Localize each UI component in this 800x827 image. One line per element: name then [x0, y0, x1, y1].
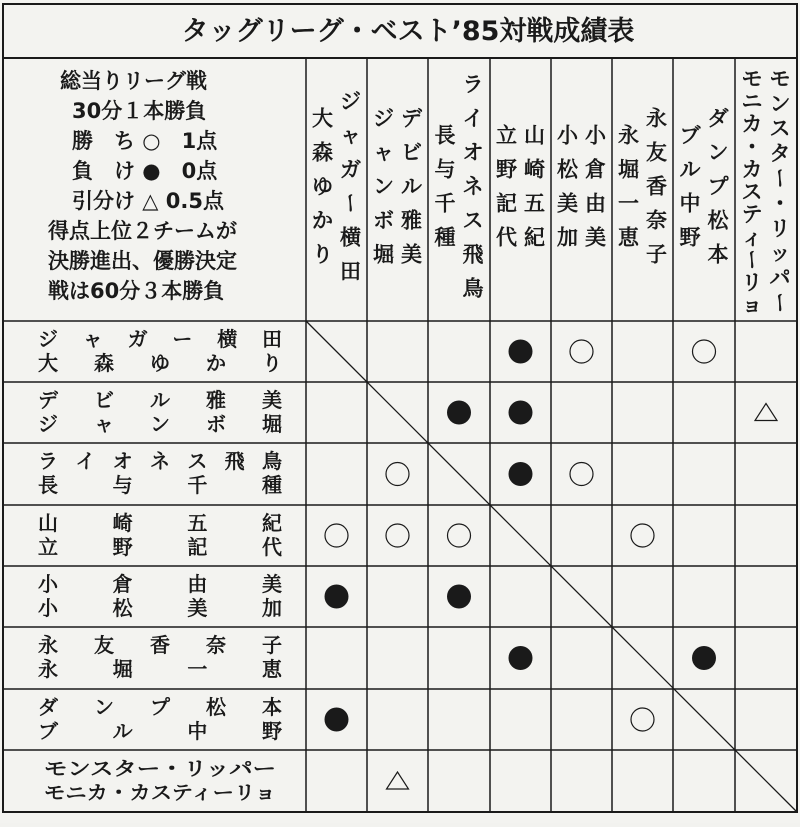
- row-team-member-char: 飛: [224, 449, 245, 473]
- column-team-member-char: ラ: [462, 72, 484, 97]
- row-team-member-char: 長: [38, 473, 58, 497]
- column-team-member-char: 恵: [618, 225, 639, 250]
- column-team-member-char: ゆ: [312, 174, 333, 199]
- row-team-member-char: 千: [187, 473, 208, 497]
- row-team-member-char: か: [206, 351, 226, 375]
- loss-filled-circle-icon: [509, 462, 533, 486]
- row-team-member-char: 野: [112, 535, 133, 559]
- rule-line: 決勝進出、優勝決定: [48, 249, 237, 273]
- page-title: タッグリーグ・ベスト’85対戦成績表: [181, 16, 635, 47]
- column-team-member-char: ー: [767, 292, 792, 314]
- row-team-member-char: 倉: [112, 572, 133, 596]
- column-team-member-char: ・: [741, 134, 763, 159]
- row-team-member-char: 恵: [262, 657, 282, 681]
- column-team-member-char: 五: [524, 191, 545, 216]
- column-team-member-char: デ: [401, 106, 422, 131]
- row-team-member-char: 一: [187, 657, 208, 681]
- row-team-member-char: ネ: [150, 449, 170, 473]
- row-team-member: モンスター・リッパー: [44, 758, 276, 780]
- row-team-member-char: ル: [150, 388, 170, 412]
- row-team-member-char: り: [262, 351, 282, 375]
- column-team-member-char: 雅: [401, 208, 422, 233]
- row-team-member-char: 美: [187, 596, 208, 620]
- column-team-member-char: カ: [741, 157, 763, 182]
- row-team-member-char: ャ: [82, 327, 103, 351]
- column-team-member-char: リ: [769, 216, 791, 241]
- column-team-member-char: 鳥: [462, 276, 484, 301]
- loss-filled-circle-icon: [509, 340, 533, 364]
- rule-line: 戦は60分３本勝負: [48, 279, 225, 303]
- column-team-member-char: 種: [434, 225, 456, 250]
- column-team-member-char: 崎: [524, 157, 545, 182]
- column-team-member-char: 立: [496, 123, 517, 148]
- win-open-circle-icon: [386, 524, 409, 547]
- column-team-member-char: 美: [557, 191, 578, 216]
- column-headers: [312, 67, 792, 317]
- column-team-member-char: ン: [707, 140, 729, 165]
- column-team-member-char: プ: [707, 174, 729, 199]
- row-team-member-char: 与: [112, 473, 133, 497]
- column-team-member-char: ダ: [707, 106, 729, 131]
- row-team-member-char: 雅: [206, 388, 226, 412]
- row-team-member-char: 代: [262, 535, 282, 559]
- column-team-member-char: ネ: [462, 174, 484, 199]
- column-team-member-char: か: [312, 208, 333, 233]
- column-team-member-char: ル: [679, 157, 701, 182]
- row-team-member-char: 本: [262, 695, 282, 719]
- row-team-member-char: ン: [150, 412, 170, 436]
- column-team-member-char: ー: [338, 192, 363, 214]
- column-team-member-char: オ: [462, 140, 484, 165]
- column-team-member-char: ン: [373, 174, 394, 199]
- row-team-member-char: 田: [262, 327, 282, 351]
- loss-filled-circle-icon: [692, 646, 716, 670]
- row-team-member-char: ブ: [38, 719, 58, 743]
- column-team-member-char: リ: [741, 270, 763, 295]
- row-team-member-char: 友: [94, 633, 114, 657]
- column-team-member-char: パ: [769, 266, 791, 291]
- rule-line: 得点上位２チームが: [48, 219, 237, 243]
- row-team-member-char: 山: [38, 511, 58, 535]
- rule-line: 30分１本勝負: [72, 99, 207, 123]
- row-team-member-char: ビ: [94, 388, 114, 412]
- win-open-circle-icon: [570, 340, 593, 363]
- row-team-member-char: 紀: [262, 511, 282, 535]
- win-open-circle-icon: [693, 340, 716, 363]
- column-team-member-char: ス: [741, 180, 763, 205]
- column-team-member-char: 友: [646, 140, 667, 165]
- loss-filled-circle-icon: [325, 708, 349, 732]
- row-team-member-char: 松: [206, 695, 226, 719]
- row-team-member-char: ゆ: [150, 351, 170, 375]
- column-team-member-char: ス: [769, 116, 791, 141]
- row-team-member-char: ス: [187, 449, 208, 473]
- row-team-member-char: ジ: [38, 412, 58, 436]
- row-team-member-char: 立: [38, 535, 58, 559]
- row-team-member-char: ル: [112, 719, 133, 743]
- column-team-member-char: ッ: [769, 241, 791, 266]
- column-team-member-char: 奈: [646, 208, 667, 233]
- win-open-circle-icon: [386, 463, 409, 486]
- loss-filled-circle-icon: [447, 401, 471, 425]
- row-team-member-char: ー: [172, 327, 193, 351]
- row-team-member-char: 五: [187, 511, 208, 535]
- row-team-member-char: ボ: [206, 412, 226, 436]
- loss-filled-circle-icon: [509, 646, 533, 670]
- column-team-member-char: 美: [401, 242, 422, 267]
- column-team-member-char: 代: [496, 225, 517, 250]
- column-team-member-char: ブ: [679, 123, 701, 148]
- row-team-member-char: ラ: [38, 449, 58, 473]
- column-team-member-char: ョ: [741, 293, 763, 318]
- rule-line: 勝 ち ○ 1点: [72, 129, 218, 153]
- row-team-member-char: 香: [150, 633, 170, 657]
- column-team-member-char: 小: [557, 123, 578, 148]
- row-team-member-char: 奈: [206, 633, 226, 657]
- column-team-member-char: 野: [679, 225, 701, 250]
- row-team-member-char: 野: [262, 719, 282, 743]
- column-team-member-char: ャ: [340, 123, 361, 148]
- column-team-member-char: イ: [462, 106, 484, 131]
- column-team-member-char: 加: [557, 225, 578, 250]
- column-team-member-char: ニ: [741, 89, 763, 114]
- row-team-member-char: 美: [262, 572, 282, 596]
- column-team-member-char: 森: [312, 140, 333, 165]
- column-team-member-char: 香: [646, 174, 667, 199]
- column-team-member-char: 一: [618, 191, 639, 216]
- win-open-circle-icon: [570, 463, 593, 486]
- row-team-member-char: 中: [187, 719, 208, 743]
- column-team-member-char: タ: [769, 141, 791, 166]
- column-team-member-char: モ: [769, 66, 791, 91]
- column-team-member-char: 長: [434, 123, 456, 148]
- win-open-circle-icon: [631, 524, 654, 547]
- win-open-circle-icon: [325, 524, 348, 547]
- rule-line: 負 け ● 0点: [72, 159, 218, 183]
- column-team-member-char: 記: [496, 191, 517, 216]
- row-team-member-char: 堀: [262, 412, 282, 436]
- win-open-circle-icon: [448, 524, 471, 547]
- column-team-member-char: モ: [741, 66, 763, 91]
- column-team-member-char: 横: [340, 225, 361, 250]
- row-team-member-char: 種: [262, 473, 282, 497]
- column-team-member-char: 小: [585, 123, 606, 148]
- column-team-member-char: ビ: [401, 140, 422, 165]
- row-team-member-char: 横: [217, 327, 238, 351]
- row-team-member-char: オ: [112, 449, 133, 473]
- row-team-member-char: ン: [94, 695, 114, 719]
- loss-filled-circle-icon: [447, 585, 471, 609]
- column-team-member-char: 松: [707, 208, 729, 233]
- outer-border: [3, 4, 797, 812]
- column-team-member-char: カ: [741, 112, 763, 137]
- win-open-circle-icon: [631, 708, 654, 731]
- column-team-member-char: 永: [618, 123, 639, 148]
- row-team-member-char: プ: [150, 695, 170, 719]
- row-team-member-char: 子: [262, 633, 282, 657]
- column-team-member-char: り: [312, 242, 333, 267]
- loss-filled-circle-icon: [325, 585, 349, 609]
- row-team-member: モニカ・カスティーリョ: [44, 782, 276, 804]
- column-team-member-char: 堀: [618, 157, 639, 182]
- column-team-member-char: ボ: [373, 208, 394, 233]
- row-team-member-char: ジ: [38, 327, 58, 351]
- row-team-member-char: 堀: [112, 657, 133, 681]
- row-team-member-char: ガ: [127, 327, 148, 351]
- row-team-member-char: 松: [112, 596, 133, 620]
- column-team-member-char: ン: [769, 91, 791, 116]
- column-team-member-char: 本: [707, 242, 729, 267]
- rule-line: 引分け △ 0.5点: [72, 189, 224, 213]
- row-team-member-char: 永: [38, 633, 58, 657]
- row-team-member-char: 小: [38, 596, 58, 620]
- column-team-member-char: ル: [401, 174, 422, 199]
- rule-line: 総当りリーグ戦: [60, 69, 207, 93]
- column-team-member-char: 松: [557, 157, 578, 182]
- column-team-member-char: ス: [462, 208, 484, 233]
- column-team-member-char: 紀: [524, 225, 545, 250]
- column-team-member-char: 山: [524, 123, 545, 148]
- draw-triangle-icon: [387, 772, 409, 789]
- column-team-member-char: 大: [312, 106, 333, 131]
- column-team-member-char: ー: [767, 167, 792, 189]
- column-team-member-char: 野: [496, 157, 517, 182]
- row-team-member-char: 美: [262, 388, 282, 412]
- loss-filled-circle-icon: [509, 401, 533, 425]
- column-team-member-char: ガ: [340, 157, 361, 182]
- column-team-member-char: ィ: [741, 225, 763, 250]
- row-team-member-char: 永: [38, 657, 58, 681]
- column-team-member-char: 中: [679, 191, 701, 216]
- row-team-member-char: 森: [94, 351, 114, 375]
- column-team-member-char: 美: [585, 225, 606, 250]
- column-team-member-char: ジ: [373, 106, 394, 131]
- column-team-member-char: 飛: [462, 242, 484, 267]
- column-team-member-char: ー: [739, 249, 764, 271]
- column-team-member-char: 田: [340, 259, 361, 284]
- column-team-member-char: 倉: [585, 157, 606, 182]
- column-team-member-char: 子: [646, 242, 667, 267]
- row-team-member-char: 崎: [112, 511, 133, 535]
- column-team-member-char: テ: [741, 202, 763, 227]
- row-team-member-char: ャ: [94, 412, 114, 436]
- column-team-member-char: ャ: [373, 140, 394, 165]
- row-team-member-char: 小: [38, 572, 58, 596]
- column-team-member-char: 与: [434, 157, 456, 182]
- row-team-member-char: 記: [187, 535, 208, 559]
- draw-triangle-icon: [755, 404, 777, 421]
- row-team-member-char: イ: [75, 449, 96, 473]
- column-team-member-char: ジ: [340, 89, 361, 114]
- column-team-member-char: 由: [585, 191, 606, 216]
- column-team-member-char: 千: [434, 191, 456, 216]
- row-team-member-char: 加: [262, 596, 282, 620]
- rules-text-block: [48, 69, 237, 303]
- row-team-member-char: 鳥: [262, 449, 282, 473]
- column-team-member-char: ・: [769, 191, 791, 216]
- row-team-member-char: デ: [38, 388, 58, 412]
- row-team-member-char: 由: [187, 572, 208, 596]
- column-team-member-char: 堀: [373, 242, 394, 267]
- column-team-member-char: 永: [646, 106, 667, 131]
- row-team-member-char: ダ: [38, 695, 58, 719]
- row-team-member-char: 大: [38, 351, 58, 375]
